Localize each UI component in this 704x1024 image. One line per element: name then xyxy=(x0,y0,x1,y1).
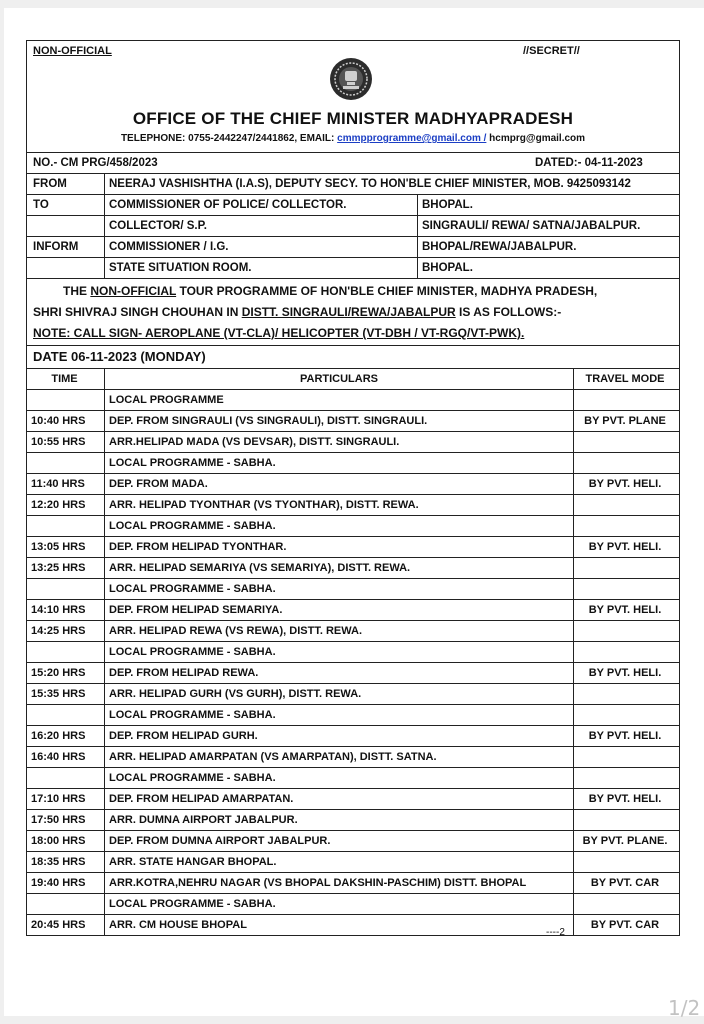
schedule-time xyxy=(31,642,103,662)
schedule-travel-mode xyxy=(575,390,675,410)
schedule-row xyxy=(27,894,679,915)
schedule-time: 12:20 HRS xyxy=(31,499,86,511)
schedule-time xyxy=(31,453,103,473)
schedule-row xyxy=(27,663,679,684)
schedule-travel-mode xyxy=(575,768,675,788)
non-official-label: NON-OFFICIAL xyxy=(33,45,112,57)
schedule-time: 13:25 HRS xyxy=(31,562,86,574)
schedule-travel-mode: BY PVT. HELI. xyxy=(588,541,662,553)
schedule-row xyxy=(27,495,679,516)
schedule-row xyxy=(27,642,679,663)
schedule-travel-mode: BY PVT. HELI. xyxy=(588,793,662,805)
recipient-name: COLLECTOR/ S.P. xyxy=(109,220,207,232)
from-label: FROM xyxy=(33,178,67,190)
schedule-time xyxy=(31,516,103,536)
page-count: 1/2 xyxy=(668,996,701,1020)
schedule-time: 14:10 HRS xyxy=(31,604,86,616)
recipient-place: BHOPAL. xyxy=(422,199,473,211)
state-emblem-icon xyxy=(329,57,373,101)
schedule-header-row xyxy=(27,369,679,390)
schedule-travel-mode xyxy=(575,516,675,536)
document-page xyxy=(4,8,704,1020)
schedule-date: DATE 06-11-2023 (MONDAY) xyxy=(27,346,679,369)
schedule-row xyxy=(27,852,679,873)
recipient-row xyxy=(27,237,679,258)
schedule-body xyxy=(27,390,679,935)
schedule-row xyxy=(27,474,679,495)
schedule-time: 11:40 HRS xyxy=(31,478,85,490)
schedule-travel-mode: BY PVT. PLANE xyxy=(584,415,666,427)
schedule-travel-mode xyxy=(575,705,675,725)
schedule-particulars: ARR. HELIPAD REWA (VS REWA), DISTT. REWA. xyxy=(109,625,363,637)
schedule-travel-mode: BY PVT. HELI. xyxy=(588,667,662,679)
schedule-row xyxy=(27,789,679,810)
schedule-travel-mode xyxy=(575,579,675,599)
schedule-time: 15:35 HRS xyxy=(31,688,86,700)
letter-date: DATED:- 04-11-2023 xyxy=(535,157,643,169)
schedule-row xyxy=(27,831,679,852)
schedule-particulars: ARR.HELIPAD MADA (VS DEVSAR), DISTT. SINGRAULI. xyxy=(109,436,400,448)
schedule-travel-mode xyxy=(575,747,675,767)
schedule-time: 10:40 HRS xyxy=(31,415,86,427)
schedule-travel-mode xyxy=(575,558,675,578)
schedule-travel-mode xyxy=(575,453,675,473)
schedule-time: 18:00 HRS xyxy=(31,835,86,847)
schedule-time: 15:20 HRS xyxy=(31,667,86,679)
from-row xyxy=(27,174,679,195)
recipient-label: INFORM xyxy=(33,241,79,253)
schedule-particulars: DEP. FROM HELIPAD TYONTHAR. xyxy=(109,541,287,553)
recipient-place: BHOPAL. xyxy=(422,262,473,274)
schedule-particulars: LOCAL PROGRAMME xyxy=(109,394,224,406)
reference-row xyxy=(27,153,679,174)
particulars-header: PARTICULARS xyxy=(299,373,378,385)
recipient-row xyxy=(27,195,679,216)
schedule-particulars: LOCAL PROGRAMME - SABHA. xyxy=(109,583,276,595)
schedule-particulars: DEP. FROM HELIPAD AMARPATAN. xyxy=(109,793,294,805)
schedule-particulars: DEP. FROM DUMNA AIRPORT JABALPUR. xyxy=(109,835,331,847)
schedule-table xyxy=(27,369,679,935)
schedule-row xyxy=(27,684,679,705)
schedule-row xyxy=(27,705,679,726)
intro-paragraph: THE NON-OFFICIAL TOUR PROGRAMME OF HON'BLE CHIEF MINISTER, MADHYA PRADESH, SHRI SHIVRAJ SINGH CHOUHAN IN DISTT. SINGRAULI/REWA/JABALPUR IS AS FOLLOWS:- NOTE: CALL SIGN- AEROPLANE (VT-CLA)/ HELICOPTER (VT-DBH / VT-RGQ/VT-PWK). xyxy=(27,279,679,346)
schedule-row xyxy=(27,810,679,831)
programme-letter xyxy=(26,40,680,936)
schedule-time: 16:20 HRS xyxy=(31,730,86,742)
schedule-time xyxy=(31,579,103,599)
schedule-time xyxy=(31,894,103,914)
schedule-row xyxy=(27,516,679,537)
recipient-place: SINGRAULI/ REWA/ SATNA/JABALPUR. xyxy=(422,220,641,232)
schedule-time: 17:50 HRS xyxy=(31,814,86,826)
schedule-particulars: ARR. HELIPAD TYONTHAR (VS TYONTHAR), DISTT. REWA. xyxy=(109,499,419,511)
schedule-travel-mode: BY PVT. HELI. xyxy=(588,604,662,616)
recipient-name: COMMISSIONER / I.G. xyxy=(109,241,229,253)
schedule-travel-mode xyxy=(575,621,675,641)
schedule-travel-mode: BY PVT. PLANE. xyxy=(582,835,668,847)
schedule-particulars: DEP. FROM HELIPAD REWA. xyxy=(109,667,259,679)
schedule-particulars: LOCAL PROGRAMME - SABHA. xyxy=(109,898,276,910)
schedule-particulars: DEP. FROM MADA. xyxy=(109,478,208,490)
schedule-row xyxy=(27,726,679,747)
schedule-time xyxy=(31,705,103,725)
email-link-primary[interactable]: cmmpprogramme@gmail.com / xyxy=(337,133,487,144)
recipient-name: STATE SITUATION ROOM. xyxy=(109,262,252,274)
schedule-particulars: DEP. FROM SINGRAULI (VS SINGRAULI), DISTT. SINGRAULI. xyxy=(109,415,428,427)
schedule-travel-mode: BY PVT. HELI. xyxy=(588,478,662,490)
schedule-particulars: LOCAL PROGRAMME - SABHA. xyxy=(109,646,276,658)
schedule-row xyxy=(27,621,679,642)
schedule-particulars: ARR.KOTRA,NEHRU NAGAR (VS BHOPAL DAKSHIN-PASCHIM) DISTT. BHOPAL xyxy=(109,877,527,889)
office-title: OFFICE OF THE CHIEF MINISTER MADHYAPRADESH xyxy=(132,109,574,128)
letterhead xyxy=(27,41,679,153)
schedule-particulars: ARR. HELIPAD GURH (VS GURH), DISTT. REWA. xyxy=(109,688,362,700)
schedule-travel-mode xyxy=(575,684,675,704)
schedule-row xyxy=(27,747,679,768)
schedule-travel-mode xyxy=(575,852,675,872)
schedule-particulars: ARR. HELIPAD SEMARIYA (VS SEMARIYA), DISTT. REWA. xyxy=(109,562,411,574)
schedule-row xyxy=(27,600,679,621)
recipient-row xyxy=(27,258,679,279)
contact-phone: TELEPHONE: 0755-2442247/2441862, EMAIL: xyxy=(120,133,338,144)
schedule-row xyxy=(27,390,679,411)
time-header: TIME xyxy=(51,373,78,385)
schedule-particulars: ARR. CM HOUSE BHOPAL xyxy=(109,919,247,931)
schedule-particulars: LOCAL PROGRAMME - SABHA. xyxy=(109,772,276,784)
schedule-particulars: LOCAL PROGRAMME - SABHA. xyxy=(109,709,276,721)
schedule-time xyxy=(31,768,103,788)
schedule-particulars: ARR. HELIPAD AMARPATAN (VS AMARPATAN), DISTT. SATNA. xyxy=(109,751,437,763)
schedule-travel-mode: BY PVT. CAR xyxy=(590,919,660,931)
schedule-particulars: ARR. STATE HANGAR BHOPAL. xyxy=(109,856,277,868)
schedule-time: 18:35 HRS xyxy=(31,856,86,868)
recipient-name: COMMISSIONER OF POLICE/ COLLECTOR. xyxy=(109,199,347,211)
schedule-travel-mode xyxy=(575,642,675,662)
schedule-row xyxy=(27,558,679,579)
secret-label: //SECRET// xyxy=(523,45,580,57)
schedule-particulars: LOCAL PROGRAMME - SABHA. xyxy=(109,457,276,469)
recipient-row xyxy=(27,216,679,237)
schedule-travel-mode: BY PVT. CAR xyxy=(590,877,660,889)
schedule-particulars: ARR. DUMNA AIRPORT JABALPUR. xyxy=(109,814,298,826)
letter-number: NO.- CM PRG/458/2023 xyxy=(33,157,158,169)
schedule-row xyxy=(27,537,679,558)
schedule-time: 16:40 HRS xyxy=(31,751,86,763)
email-secondary: hcmprg@gmail.com xyxy=(486,133,586,144)
contact-line xyxy=(27,133,679,144)
schedule-row xyxy=(27,579,679,600)
schedule-row xyxy=(27,411,679,432)
schedule-row xyxy=(27,915,679,935)
schedule-time: 14:25 HRS xyxy=(31,625,86,637)
recipient-label: TO xyxy=(33,199,49,211)
schedule-travel-mode: BY PVT. HELI. xyxy=(588,730,662,742)
schedule-time: 13:05 HRS xyxy=(31,541,86,553)
schedule-particulars: DEP. FROM HELIPAD SEMARIYA. xyxy=(109,604,283,616)
schedule-particulars: DEP. FROM HELIPAD GURH. xyxy=(109,730,258,742)
schedule-travel-mode xyxy=(575,810,675,830)
travel-mode-header: TRAVEL MODE xyxy=(585,373,665,385)
schedule-row xyxy=(27,768,679,789)
schedule-time: 19:40 HRS xyxy=(31,877,86,889)
schedule-row xyxy=(27,432,679,453)
from-value: NEERAJ VASHISHTHA (I.A.S), DEPUTY SECY. TO HON'BLE CHIEF MINISTER, MOB. 9425093142 xyxy=(109,178,631,190)
schedule-time xyxy=(31,390,103,410)
recipient-place: BHOPAL/REWA/JABALPUR. xyxy=(422,241,577,253)
page-marker: ----2 xyxy=(546,927,565,938)
schedule-time: 10:55 HRS xyxy=(31,436,86,448)
schedule-time: 17:10 HRS xyxy=(31,793,86,805)
schedule-travel-mode xyxy=(575,432,675,452)
schedule-travel-mode xyxy=(575,495,675,515)
schedule-travel-mode xyxy=(575,894,675,914)
schedule-row xyxy=(27,873,679,894)
call-sign-note: NOTE: CALL SIGN- AEROPLANE (VT-CLA)/ HELICOPTER (VT-DBH / VT-RGQ/VT-PWK). xyxy=(33,326,525,340)
schedule-particulars: LOCAL PROGRAMME - SABHA. xyxy=(109,520,276,532)
schedule-row xyxy=(27,453,679,474)
schedule-time: 20:45 HRS xyxy=(31,919,86,931)
